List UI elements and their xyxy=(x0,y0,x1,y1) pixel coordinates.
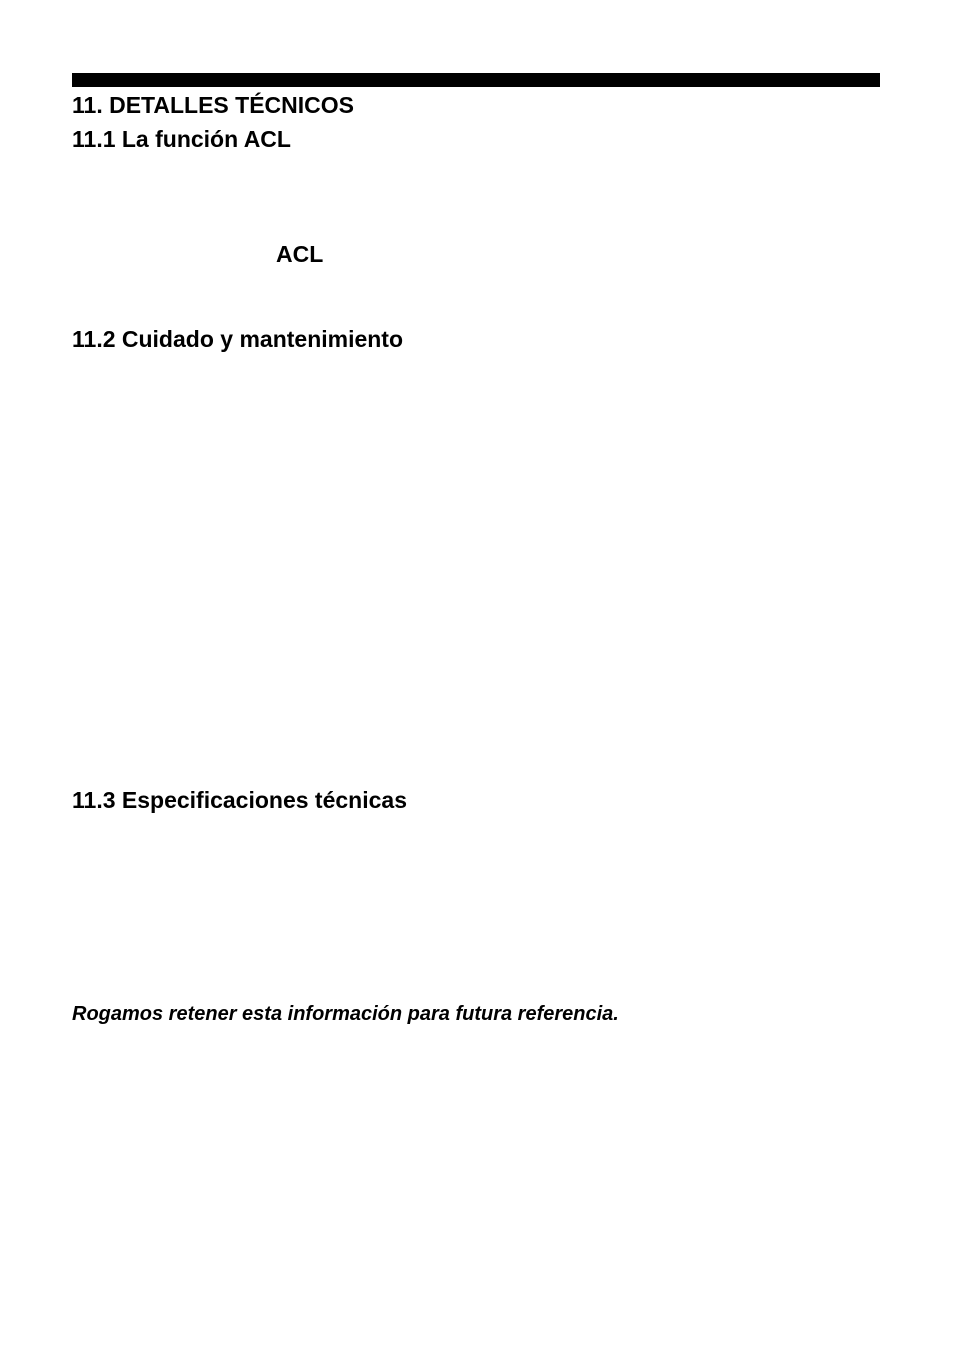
acl-term: ACL xyxy=(276,241,324,267)
care-heading: 11.2 Cuidado y mantenimiento xyxy=(72,326,404,352)
retention-note: Rogamos retener esta información para futura referencia. xyxy=(72,1003,619,1025)
acl-heading: 11.1 La función ACL xyxy=(72,126,291,152)
top-rule xyxy=(72,73,880,87)
specs-heading: 11.3 Especificaciones técnicas xyxy=(72,787,407,813)
section-title: 11. DETALLES TÉCNICOS xyxy=(72,92,355,118)
